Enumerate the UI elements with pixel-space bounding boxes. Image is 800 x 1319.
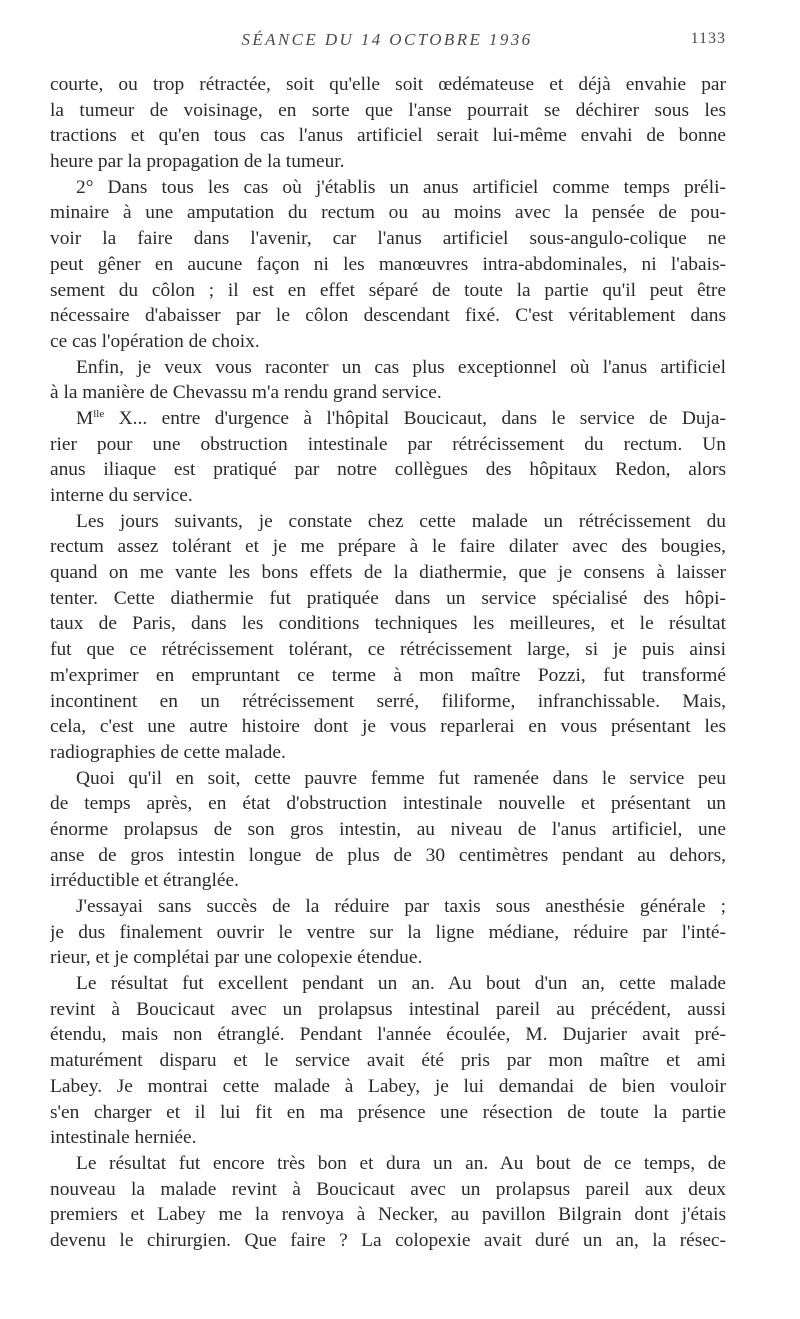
text-line: heure par la propagation de la tumeur. bbox=[50, 151, 345, 173]
text-line: Enfin, je veux vous raconter un cas plus exceptionnel où l'anus artificiel bbox=[76, 356, 726, 378]
text-line: nécessaire d'abaisser par le côlon descendant fixé. C'est véritablement dans bbox=[50, 305, 726, 327]
paragraph bbox=[50, 894, 726, 971]
paragraph bbox=[50, 766, 726, 894]
text-line: $M^{lle}$ X... entre d'urgence à l'hôpital Boucicaut, dans le service de Duja- bbox=[76, 407, 726, 429]
text-line: anse de gros intestin longue de plus de 30 centimètres pendant au dehors, bbox=[50, 844, 726, 866]
text-line: revint à Boucicaut avec un prolapsus intestinal pareil au précédent, aussi bbox=[50, 998, 726, 1020]
paragraph bbox=[50, 175, 726, 355]
text-line: Le résultat fut excellent pendant un an. Au bout d'un an, cette malade bbox=[76, 973, 726, 995]
text-line: m'exprimer en empruntant ce terme à mon maître Pozzi, fut transformé bbox=[50, 664, 726, 686]
text-line: s'en charger et il lui fit en ma présence une résection de toute la partie bbox=[50, 1101, 726, 1123]
paragraph bbox=[50, 971, 726, 1151]
text-line: sement du côlon ; il est en effet séparé de toute la partie qu'il peut être bbox=[50, 279, 726, 301]
text-line: rieur, et je complétai par une colopexie étendue. bbox=[50, 947, 423, 969]
text-line: J'essayai sans succès de la réduire par taxis sous anesthésie générale ; bbox=[76, 896, 726, 917]
text-line: cela, c'est une autre histoire dont je vous reparlerai en vous présentant les bbox=[50, 716, 726, 738]
text-line: devenu le chirurgien. Que faire ? La colopexie avait duré un an, la résec- bbox=[50, 1229, 726, 1251]
text-line: la tumeur de voisinage, en sorte que l'anse pourrait se déchirer sous les bbox=[50, 99, 726, 121]
text-line: premiers et Labey me la renvoya à Necker, au pavillon Bilgrain dont j'étais bbox=[50, 1204, 726, 1226]
text-line: Quoi qu'il en soit, cette pauvre femme fut ramenée dans le service peu bbox=[76, 767, 726, 789]
text-line: intestinale herniée. bbox=[50, 1127, 197, 1149]
paragraph bbox=[50, 1151, 726, 1254]
text-line: radiographies de cette malade. bbox=[50, 741, 286, 763]
text-line: Le résultat fut encore très bon et dura un an. Au bout de ce temps, de bbox=[76, 1152, 726, 1174]
text-line: voir la faire dans l'avenir, car l'anus artificiel sous-angulo-colique ne bbox=[50, 228, 726, 250]
text-line: anus iliaque est pratiqué par notre collègues des hôpitaux Redon, alors bbox=[50, 459, 726, 481]
body-text bbox=[50, 72, 726, 1254]
text-line: taux de Paris, dans les conditions techniques les meilleures, et le résultat bbox=[50, 613, 726, 635]
text-line: Labey. Je montrai cette malade à Labey, je lui demandai de bien vouloir bbox=[50, 1075, 726, 1097]
paragraph bbox=[50, 406, 726, 509]
text-line: peut gêner en aucune façon ni les manœuvres intra-abdominales, ni l'abais- bbox=[50, 253, 726, 275]
text-line: ce cas l'opération de choix. bbox=[50, 330, 260, 352]
page-header bbox=[48, 30, 726, 54]
text-line: tractions et qu'en tous cas l'anus artificiel serait lui-même envahi de bonne bbox=[50, 125, 726, 147]
page-number: 1133 bbox=[690, 30, 726, 47]
text-line: énorme prolapsus de son gros intestin, au niveau de l'anus artificiel, une bbox=[50, 818, 726, 840]
text-line: interne du service. bbox=[50, 485, 193, 506]
text-line: incontinent en un rétrécissement serré, filiforme, infranchissable. Mais, bbox=[50, 690, 726, 712]
text-line: quand on me vante les bons effets de la diathermie, que je consens à laisser bbox=[50, 562, 726, 584]
text-line: tenter. Cette diathermie fut pratiquée dans un service spécialisé des hôpi- bbox=[50, 587, 726, 609]
text-line: étendu, mais non étranglé. Pendant l'année écoulée, M. Dujarier avait pré- bbox=[50, 1024, 726, 1046]
text-line: courte, ou trop rétractée, soit qu'elle soit œdémateuse et déjà envahie par bbox=[50, 74, 726, 95]
text-line: 2° Dans tous les cas où j'établis un anus artificiel comme temps préli- bbox=[76, 176, 726, 198]
running-title: SÉANCE DU 14 OCTOBRE 1936 bbox=[241, 30, 533, 49]
text-line: Les jours suivants, je constate chez cette malade un rétrécissement du bbox=[76, 510, 726, 532]
paragraph bbox=[50, 355, 726, 406]
text-line: maturément disparu et le service avait été pris par mon maître et ami bbox=[50, 1050, 726, 1072]
text-line: rectum assez tolérant et je me prépare à le faire dilater avec des bougies, bbox=[50, 536, 726, 558]
paragraph bbox=[50, 72, 726, 175]
text-line: à la manière de Chevassu m'a rendu grand service. bbox=[50, 382, 442, 404]
text-line: nouveau la malade revint à Boucicaut avec un prolapsus pareil aux deux bbox=[50, 1178, 726, 1200]
paragraph bbox=[50, 509, 726, 766]
text-line: fut que ce rétrécissement tolérant, ce rétrécissement large, si je puis ainsi bbox=[50, 639, 726, 661]
honorific: $M^{lle}$ X... bbox=[76, 407, 162, 429]
text-line: irréductible et étranglée. bbox=[50, 870, 239, 892]
text-line: rier pour une obstruction intestinale par rétrécissement du rectum. Un bbox=[50, 433, 726, 455]
text-line: je dus finalement ouvrir le ventre sur la ligne médiane, réduire par l'inté- bbox=[50, 921, 726, 943]
text-line: minaire à une amputation du rectum ou au moins avec la pensée de pou- bbox=[50, 202, 726, 224]
text-line: de temps après, en état d'obstruction intestinale nouvelle et présentant un bbox=[50, 793, 726, 815]
